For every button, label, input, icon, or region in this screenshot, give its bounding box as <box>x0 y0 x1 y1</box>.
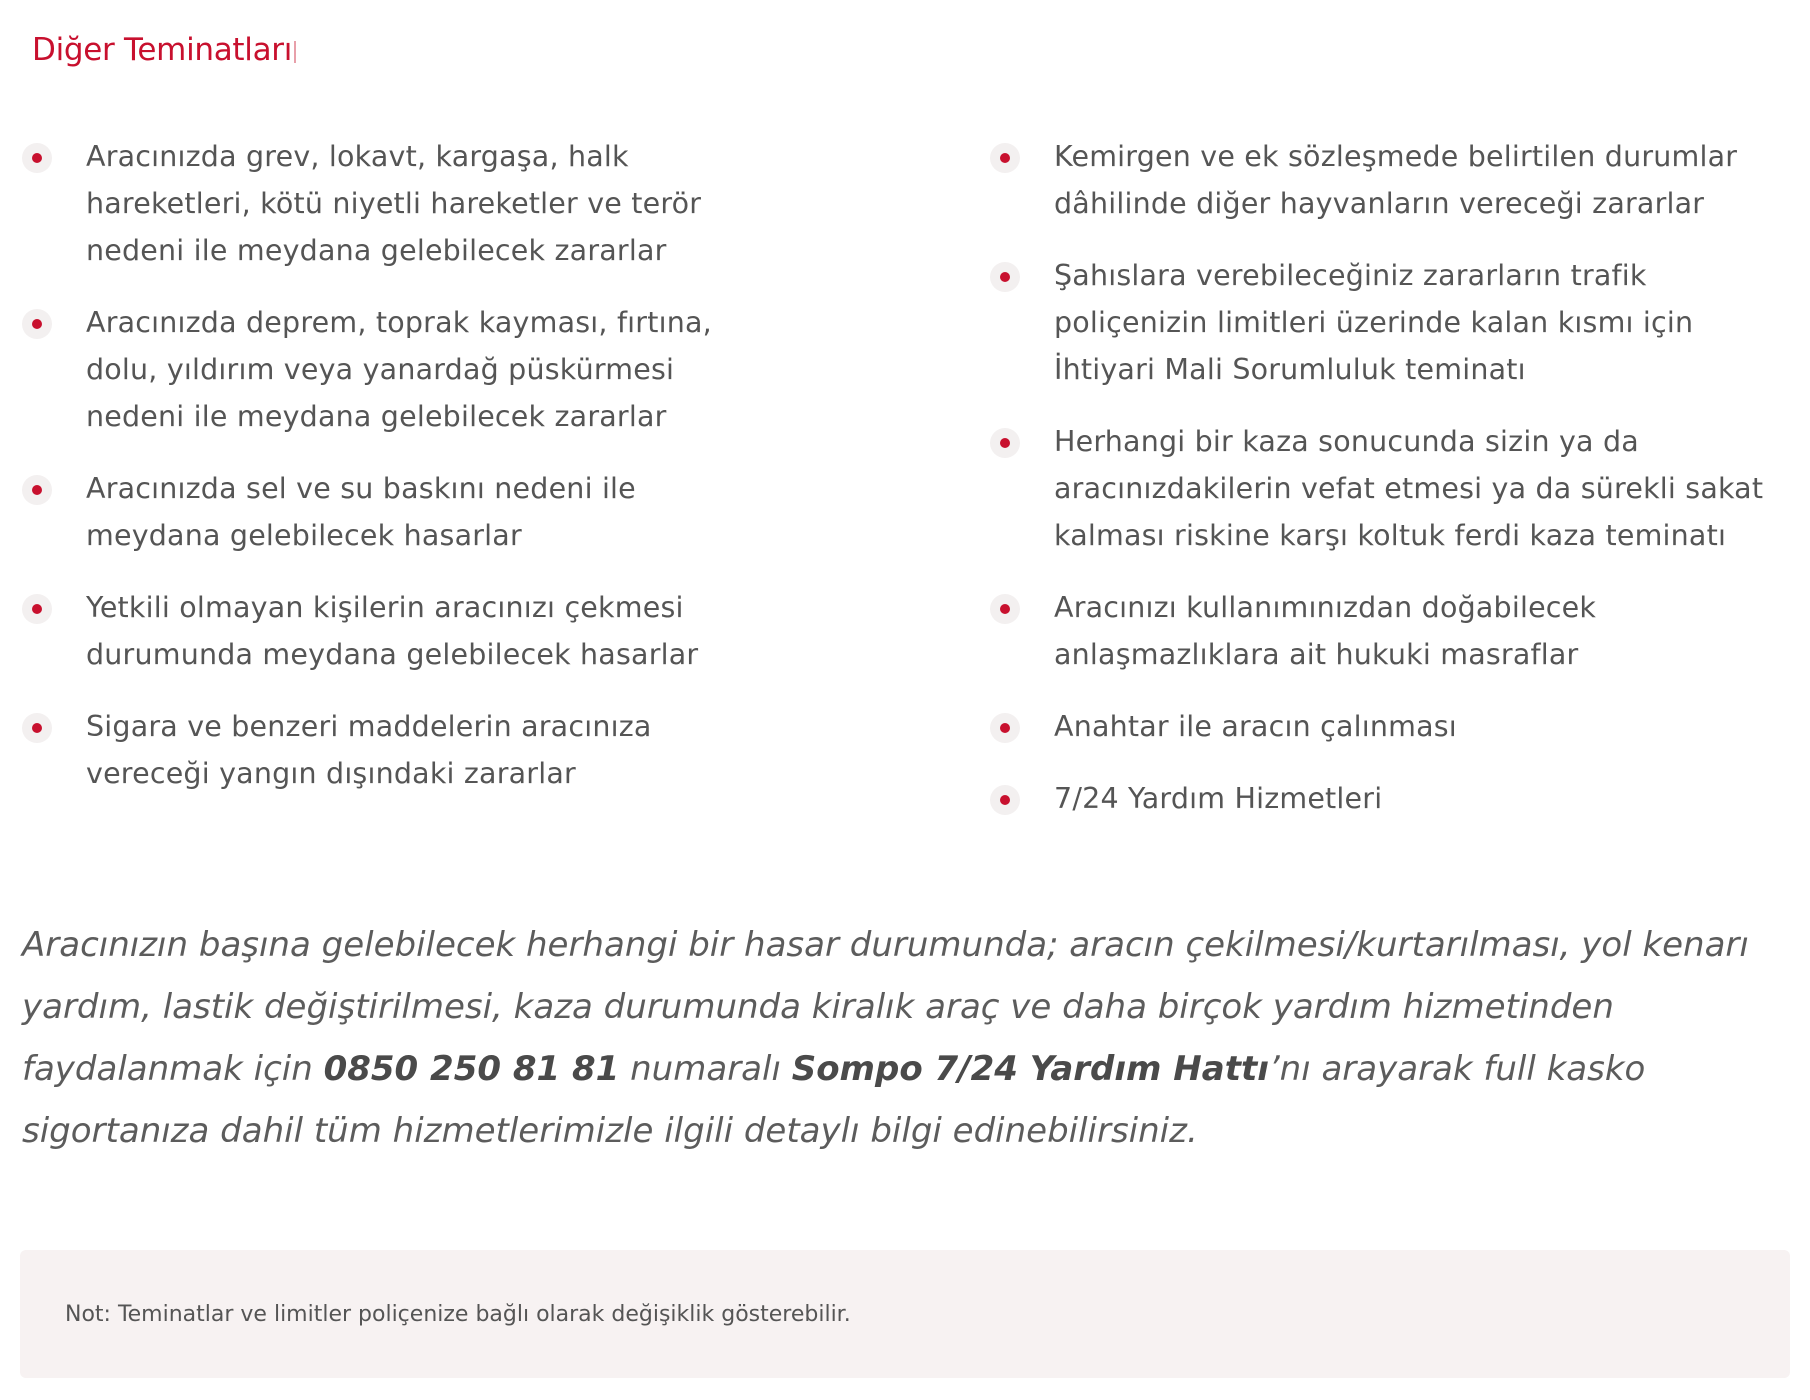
bullet-icon <box>990 428 1020 458</box>
list-item <box>990 133 1770 227</box>
bullet-icon <box>990 262 1020 292</box>
list-item-text: Yetkili olmayan kişilerin aracınızı çekmesi durumunda meydana gelebilecek hasarlar <box>86 591 699 671</box>
list-item-text: Aracınızda deprem, toprak kayması, fırtına, dolu, yıldırım veya yanardağ püskürmesi nedeni ile meydana gelebilecek zararlar <box>86 306 712 433</box>
list-item-text: Sigara ve benzeri maddelerin aracınıza vereceği yangın dışındaki zararlar <box>86 710 652 790</box>
list-item <box>990 703 1770 750</box>
list-item <box>22 703 802 797</box>
note-text: Not: Teminatlar ve limitler poliçenize bağlı olarak değişiklik gösterebilir. <box>65 1301 851 1327</box>
list-item-text: Aracınızı kullanımınızdan doğabilecek anlaşmazlıklara ait hukuki masraflar <box>1054 591 1597 671</box>
assistance-info-paragraph <box>22 914 1792 1162</box>
bullet-icon <box>22 309 52 339</box>
bullet-icon <box>990 143 1020 173</box>
list-item-text: Şahıslara verebileceğiniz zararların trafik poliçenizin limitleri üzerinde kalan kısmı için İhtiyari Mali Sorumluluk teminatı <box>1054 259 1694 386</box>
list-item <box>990 418 1770 559</box>
info-text-part3: ’nı arayarak full kasko sigortanıza dahil tüm hizmetlerimizle ilgili detaylı bilgi edinebilirsiniz. <box>22 1049 1646 1151</box>
list-item-text: Kemirgen ve ek sözleşmede belirtilen durumlar dâhilinde diğer hayvanların vereceği zararlar <box>1054 140 1738 220</box>
bullet-icon <box>22 713 52 743</box>
list-item <box>22 584 802 678</box>
coverage-list-left <box>22 133 802 822</box>
bullet-icon <box>990 713 1020 743</box>
assistance-phone-number: 0850 250 81 81 <box>323 1049 620 1089</box>
list-item <box>990 584 1770 678</box>
assistance-line-name: Sompo 7/24 Yardım Hattı <box>791 1049 1269 1089</box>
text-caret <box>294 41 296 63</box>
list-item <box>22 133 802 274</box>
list-item-text: Aracınızda sel ve su baskını nedeni ile meydana gelebilecek hasarlar <box>86 472 636 552</box>
note-box <box>20 1250 1790 1378</box>
bullet-icon <box>990 594 1020 624</box>
list-item <box>22 465 802 559</box>
section-title <box>32 32 296 68</box>
list-item <box>22 299 802 440</box>
list-item-text: Herhangi bir kaza sonucunda sizin ya da aracınızdakilerin vefat etmesi ya da sürekli sakat kalması riskine karşı koltuk ferdi kaza teminatı <box>1054 425 1764 552</box>
list-item-text: Aracınızda grev, lokavt, kargaşa, halk hareketleri, kötü niyetli hareketler ve terör nedeni ile meydana gelebilecek zararlar <box>86 140 702 267</box>
bullet-icon <box>990 785 1020 815</box>
list-item-text: Anahtar ile aracın çalınması <box>1054 710 1457 743</box>
section-title-text: Diğer Teminatları <box>32 32 293 68</box>
list-item <box>990 252 1770 393</box>
bullet-icon <box>22 594 52 624</box>
info-text-part2: numaralı <box>619 1049 792 1089</box>
list-item-text: 7/24 Yardım Hizmetleri <box>1054 782 1383 815</box>
bullet-icon <box>22 143 52 173</box>
coverage-list-right <box>990 133 1770 847</box>
bullet-icon <box>22 475 52 505</box>
info-text-part1: Aracınızın başına gelebilecek herhangi bir hasar durumunda; aracın çekilmesi/kurtarılması, yol kenarı yardım, lastik değiştirilmesi, kaza durumunda kiralık araç ve daha birçok yardım hizmetinden faydalanmak için <box>22 925 1749 1089</box>
list-item <box>990 775 1770 822</box>
